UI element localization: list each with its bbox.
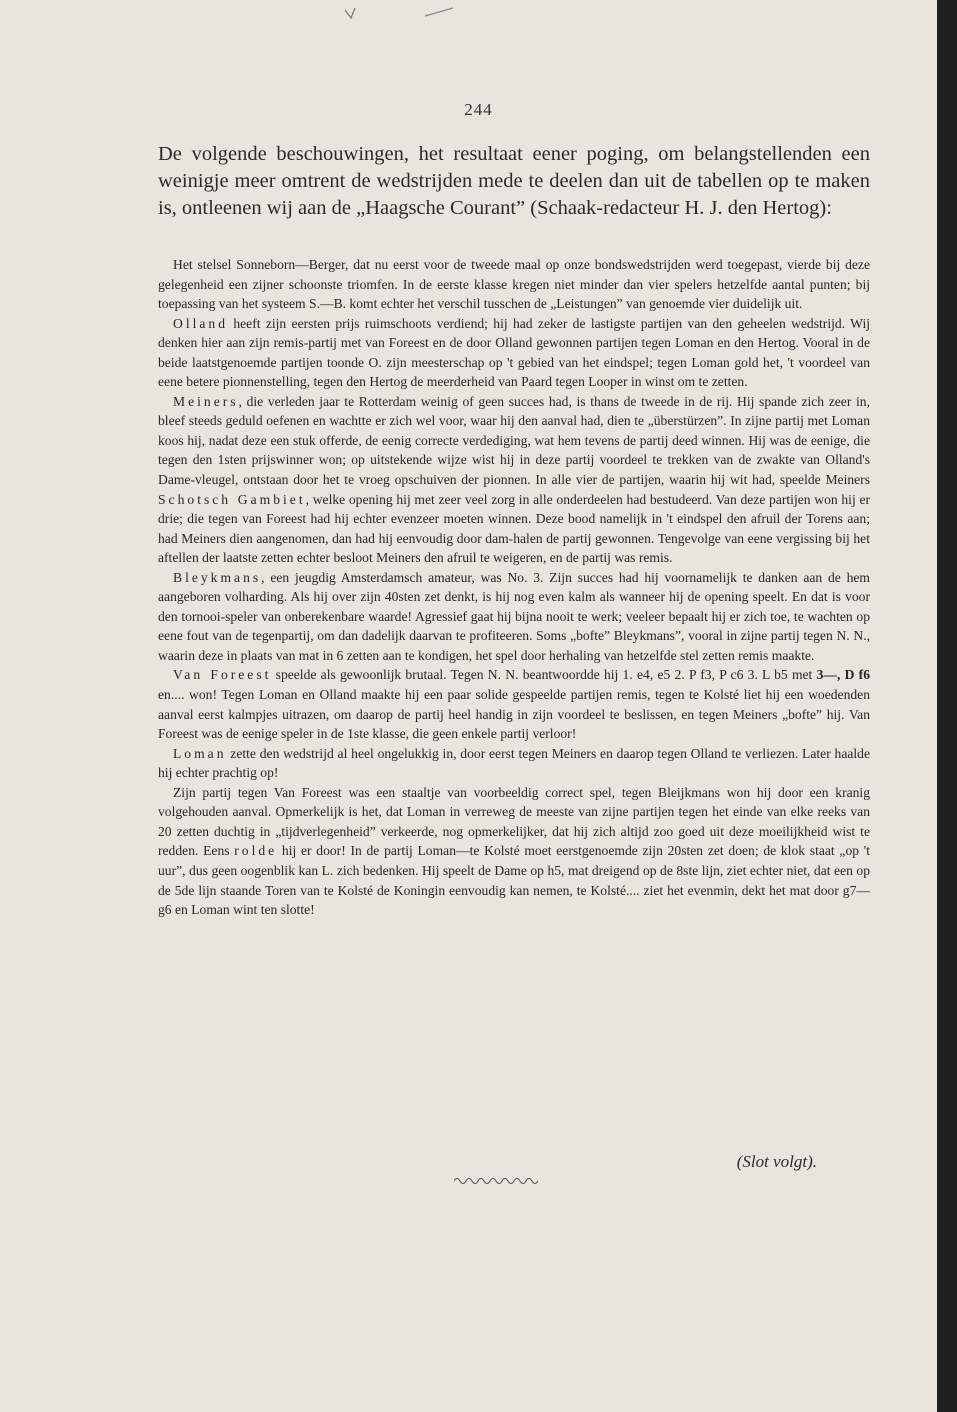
paragraph-loman xyxy=(158,744,870,783)
intro-paragraph: De volgende beschouwingen, het resultaat eener poging, om belangstellenden een weinigje meer omtrent de wedstrijden mede te deelen dan uit de tabellen op te maken is, ontleenen wij aan de „Haagsche Courant” (Schaak-redacteur H. J. den Hertog): xyxy=(158,143,870,219)
closing-note: (Slot volgt). xyxy=(736,1152,817,1171)
wavy-divider-icon xyxy=(454,1175,538,1187)
chess-move: 3—, D f6 xyxy=(816,667,870,683)
binding-mark-icon xyxy=(345,6,455,20)
paragraph-olland xyxy=(158,314,870,392)
article-body xyxy=(158,255,870,920)
paragraph-van-foreest xyxy=(158,665,870,743)
paragraph-loman-partij-text-a: Zijn partij tegen Van Foreest was een staaltje van voorbeeldig correct spel, tegen Bleijkmans won hij door een kranig volgehouden aanval. Opmerkelijk is het, dat Loman in verreweg de meeste van zijne partijen tegen het einde van elke reeks van 20 zetten duchtig in „tijdverlegenheid” verkeerde, nog opmerkelijker, dat hij zich altijd zoo goed uit deze moeilijkheid wist te redden. Eens xyxy=(158,784,870,859)
paragraph-van-foreest-text-a: speelde als gewoonlijk brutaal. Tegen N. N. beantwoordde hij 1. e4, e5 2. P f3, P c6 3. L b5 met xyxy=(271,667,817,683)
page-number: 244 xyxy=(464,100,493,119)
word-rolde: rolde xyxy=(234,843,278,859)
paragraph-loman-partij xyxy=(158,783,870,920)
paragraph-bleykmans-text: , een jeugdig Amsterdamsch amateur, was No. 3. Zijn succes had hij voornamelijk te danken aan de hem aangeboren volharding. Als hij over zijn 40sten zet denkt, is hij nog even kalm als wanneer hij de opening speelt. En dat is voor den tornooi-speler van onberekenbare waarde! Agressief gaat hij bijna nooit te werk; veeleer bepaalt hij er zich toe, te wachten op eene fout van de tegenpartij, om dan dadelijk daarvan te profiteeren. Soms „bofte” Bleykmans”, vooral in zijne partij tegen N. N., waarin deze in plaats van mat in 6 zetten aan te kondigen, het spel door herhaling van hetzelfde stel zetten remis maakte. xyxy=(158,569,870,663)
player-name-loman: Loman xyxy=(173,745,227,761)
paragraph-meiners xyxy=(158,392,870,568)
paragraph-sonneborn-berger: Het stelsel Sonneborn—Berger, dat nu eerst voor de tweede maal op onze bondswedstrijden werd toegepast, vierde bij deze gelegenheid een zijner schoonste triomfen. In de eerste klasse kregen niet minder dan vier spelers hetzelfde aantal punten; bij toepassing van het systeem S.—B. komt echter het verschil tusschen de „Leistungen” van genoemde vier duidelijk uit. xyxy=(158,257,870,312)
paragraph-van-foreest-text-b: en.... won! Tegen Loman en Olland maakte hij een paar solide gespeelde partijen remis, tegen te Kolsté liet hij een woedenden aanval eerst kalmpjes uitrazen, om daarop de partij heel handig in zijn voordeel te beslissen, en tegen Meiners „bofte” hij. Van Foreest was de eenige speler in de 1ste klasse, die geen enkele partij verloor! xyxy=(158,687,870,742)
player-name-van-foreest: Van Foreest xyxy=(173,667,272,683)
paragraph-meiners-text-b: , welke opening hij met zeer veel zorg in alle onderdeelen had bestudeerd. Van deze partijen won hij er drie; die tegen van Foreest had hij echter evenzeer moeten winnen. Deze bood namelijk in 't eindspel den afruil der Torens aan; had Meiners dien aangenomen, dan had hij eenvoudig door dam-halen de partij gewonnen. Tengevolge van eene vergissing bij het aftellen der laatste zetten echter besloot Meiners den afruil te weigeren, en de partij was remis. xyxy=(158,491,871,566)
player-name-meiners: Meiners xyxy=(173,393,239,409)
paragraph-bleykmans xyxy=(158,568,870,666)
scan-edge xyxy=(937,0,957,1412)
paragraph-olland-text: heeft zijn eersten prijs ruimschoots verdiend; hij had zeker de lastigste partijen van den geheelen wedstrijd. Wij denken hier aan zijn remis-partij met van Foreest en de door Olland gewonnen partijen tegen Loman en den Hertog. Vooral in de beide laatstgenoemde partijen toonde O. zijn meesterschap op 't gebied van het eindspel; tegen Loman gold het, 't voordeel van eene betere pionnenstelling, tegen den Hertog de meerderheid van Paard tegen Looper in winst om te zetten. xyxy=(158,315,870,390)
player-name-olland: Olland xyxy=(173,315,228,331)
opening-name-schotsch-gambiet: Schotsch Gambiet xyxy=(158,491,306,507)
paragraph-loman-text: zette den wedstrijd al heel ongelukkig in, door eerst tegen Meiners en daarop tegen Olland te verliezen. Later haalde hij echter prachtig op! xyxy=(158,745,870,781)
player-name-bleykmans: Bleykmans xyxy=(173,569,262,585)
paragraph-meiners-text-a: , die verleden jaar te Rotterdam weinig of geen succes had, is thans de tweede in de rij. Hij spande zich zeer in, bleef steeds geduld oefenen en wachtte er zich wel voor, waar hij den aanval had, dien te „überstürzen”. In zijne partij met Loman koos hij, nadat deze een stuk offerde, de eenig correcte verdediging, wat hem tevens de partij deed winnen. Hij was de eenige, die tegen den 1sten prijswinner won; op uitstekende wijze wist hij in deze partij voordeel te trekken van de zwakte van Olland's Dame-vleugel, ontstaan door het te vroeg opschuiven der pionnen. In alle vier de partijen, waarin hij wit had, speelde Meiners xyxy=(158,393,870,488)
paragraph-loman-partij-text-b: hij er door! In de partij Loman—te Kolsté moet eerstgenoemde zijn 20sten zet doen; de klok staat „op 't uur”, dus geen oogenblik kan L. zich bedenken. Hij speelt de Dame op h5, mat dreigend op de 8ste lijn, ziet echter niet, dat een op de 5de lijn staande Toren van te Kolsté de Koningin eenvoudig kan nemen, te Kolsté.... ziet het evenmin, dekt het mat door g7—g6 en Loman wint ten slotte! xyxy=(158,843,870,918)
